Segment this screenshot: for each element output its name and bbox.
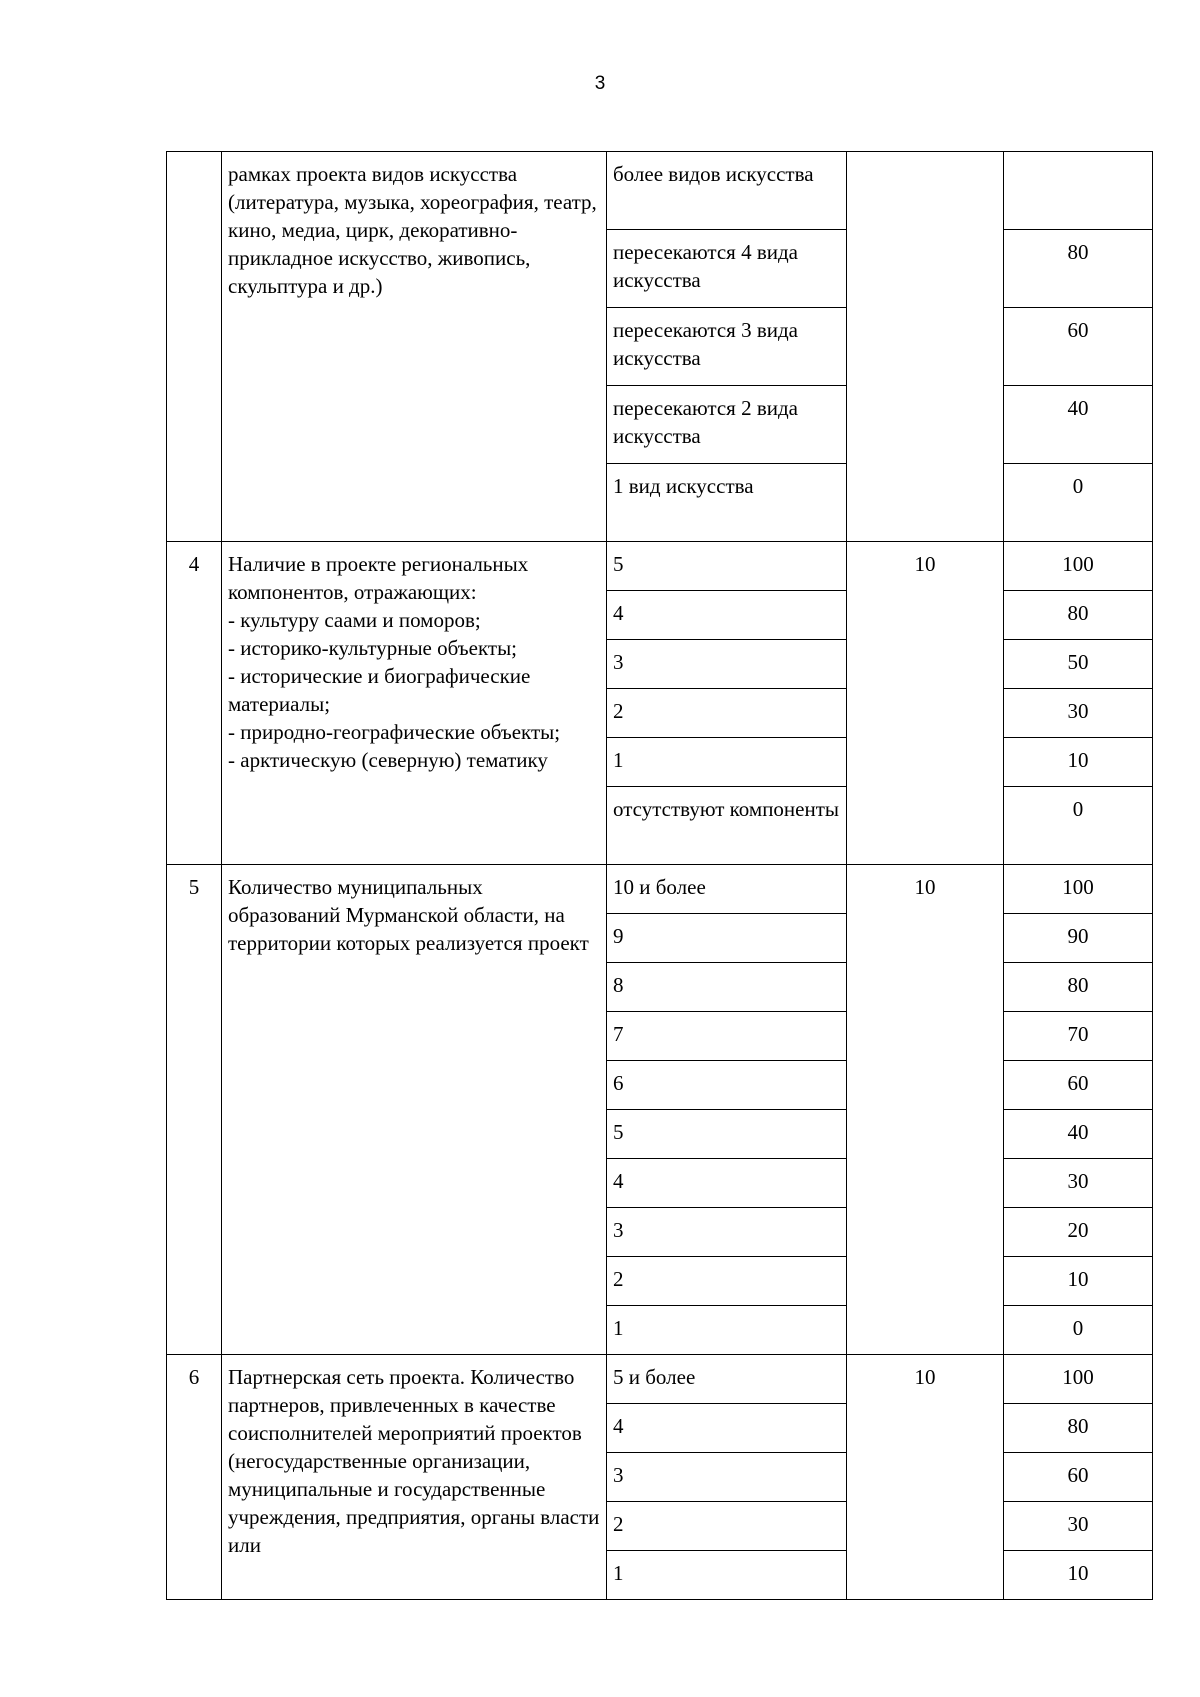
criterion-number: 4 — [167, 542, 222, 865]
option-score: 30 — [1004, 1502, 1153, 1551]
option-label: 5 — [607, 542, 847, 591]
option-label: 4 — [607, 1404, 847, 1453]
criterion-weight — [847, 152, 1004, 542]
criterion-number — [167, 152, 222, 542]
option-label: пересекаются 4 вида искусства — [607, 230, 847, 308]
option-score: 60 — [1004, 1453, 1153, 1502]
option-score: 100 — [1004, 1355, 1153, 1404]
option-label: 1 — [607, 1551, 847, 1600]
option-label: 1 — [607, 738, 847, 787]
option-label: 8 — [607, 963, 847, 1012]
option-label: 2 — [607, 1502, 847, 1551]
option-label: 1 вид искусства — [607, 464, 847, 542]
criteria-table — [166, 151, 1153, 1600]
option-label: пересекаются 3 вида искусства — [607, 308, 847, 386]
option-score: 20 — [1004, 1208, 1153, 1257]
criterion-number: 6 — [167, 1355, 222, 1600]
option-score: 80 — [1004, 230, 1153, 308]
table-row — [167, 542, 1153, 591]
option-label: 5 — [607, 1110, 847, 1159]
option-score: 40 — [1004, 1110, 1153, 1159]
option-score: 90 — [1004, 914, 1153, 963]
option-score: 0 — [1004, 1306, 1153, 1355]
option-score: 60 — [1004, 308, 1153, 386]
table-row — [167, 1355, 1153, 1404]
criterion-text: Количество муниципальных образований Мурманской области, на территории которых реализуется проект — [222, 865, 607, 1355]
option-score — [1004, 152, 1153, 230]
criterion-weight: 10 — [847, 542, 1004, 865]
option-score: 10 — [1004, 738, 1153, 787]
option-score: 0 — [1004, 787, 1153, 865]
option-score: 40 — [1004, 386, 1153, 464]
criteria-table-body — [167, 152, 1153, 1600]
option-score: 10 — [1004, 1551, 1153, 1600]
option-score: 100 — [1004, 865, 1153, 914]
option-score: 80 — [1004, 1404, 1153, 1453]
criterion-number: 5 — [167, 865, 222, 1355]
option-label: отсутствуют компоненты — [607, 787, 847, 865]
option-label: 10 и более — [607, 865, 847, 914]
criterion-text: Партнерская сеть проекта. Количество партнеров, привлеченных в качестве соисполнителей мероприятий проектов (негосударственные организации, муниципальные и государственные учреждения, предприятия, органы власти или — [222, 1355, 607, 1600]
option-label: 3 — [607, 1453, 847, 1502]
criterion-weight: 10 — [847, 865, 1004, 1355]
option-label: 7 — [607, 1012, 847, 1061]
option-label: 3 — [607, 1208, 847, 1257]
option-score: 80 — [1004, 963, 1153, 1012]
option-score: 50 — [1004, 640, 1153, 689]
option-score: 70 — [1004, 1012, 1153, 1061]
option-label: 4 — [607, 591, 847, 640]
page-number: 3 — [594, 73, 606, 94]
option-label: 1 — [607, 1306, 847, 1355]
option-label: 9 — [607, 914, 847, 963]
table-row — [167, 152, 1153, 230]
option-label: 6 — [607, 1061, 847, 1110]
option-label: 5 и более — [607, 1355, 847, 1404]
option-label: 3 — [607, 640, 847, 689]
option-score: 0 — [1004, 464, 1153, 542]
criterion-text: рамках проекта видов искусства (литература, музыка, хореография, театр, кино, медиа, цирк, декоративно-прикладное искусство, живопись, скульптура и др.) — [222, 152, 607, 542]
option-score: 100 — [1004, 542, 1153, 591]
option-score: 30 — [1004, 689, 1153, 738]
option-label: 2 — [607, 689, 847, 738]
table-row — [167, 865, 1153, 914]
option-score: 30 — [1004, 1159, 1153, 1208]
option-label: более видов искусства — [607, 152, 847, 230]
option-label: 2 — [607, 1257, 847, 1306]
option-label: 4 — [607, 1159, 847, 1208]
option-score: 80 — [1004, 591, 1153, 640]
option-score: 10 — [1004, 1257, 1153, 1306]
criterion-weight: 10 — [847, 1355, 1004, 1600]
option-score: 60 — [1004, 1061, 1153, 1110]
criterion-text: Наличие в проекте региональных компонентов, отражающих: - культуру саами и поморов; - историко-культурные объекты; - исторические и биографические материалы; - природно-географические объекты; - арктическую (северную) тематику — [222, 542, 607, 865]
option-label: пересекаются 2 вида искусства — [607, 386, 847, 464]
